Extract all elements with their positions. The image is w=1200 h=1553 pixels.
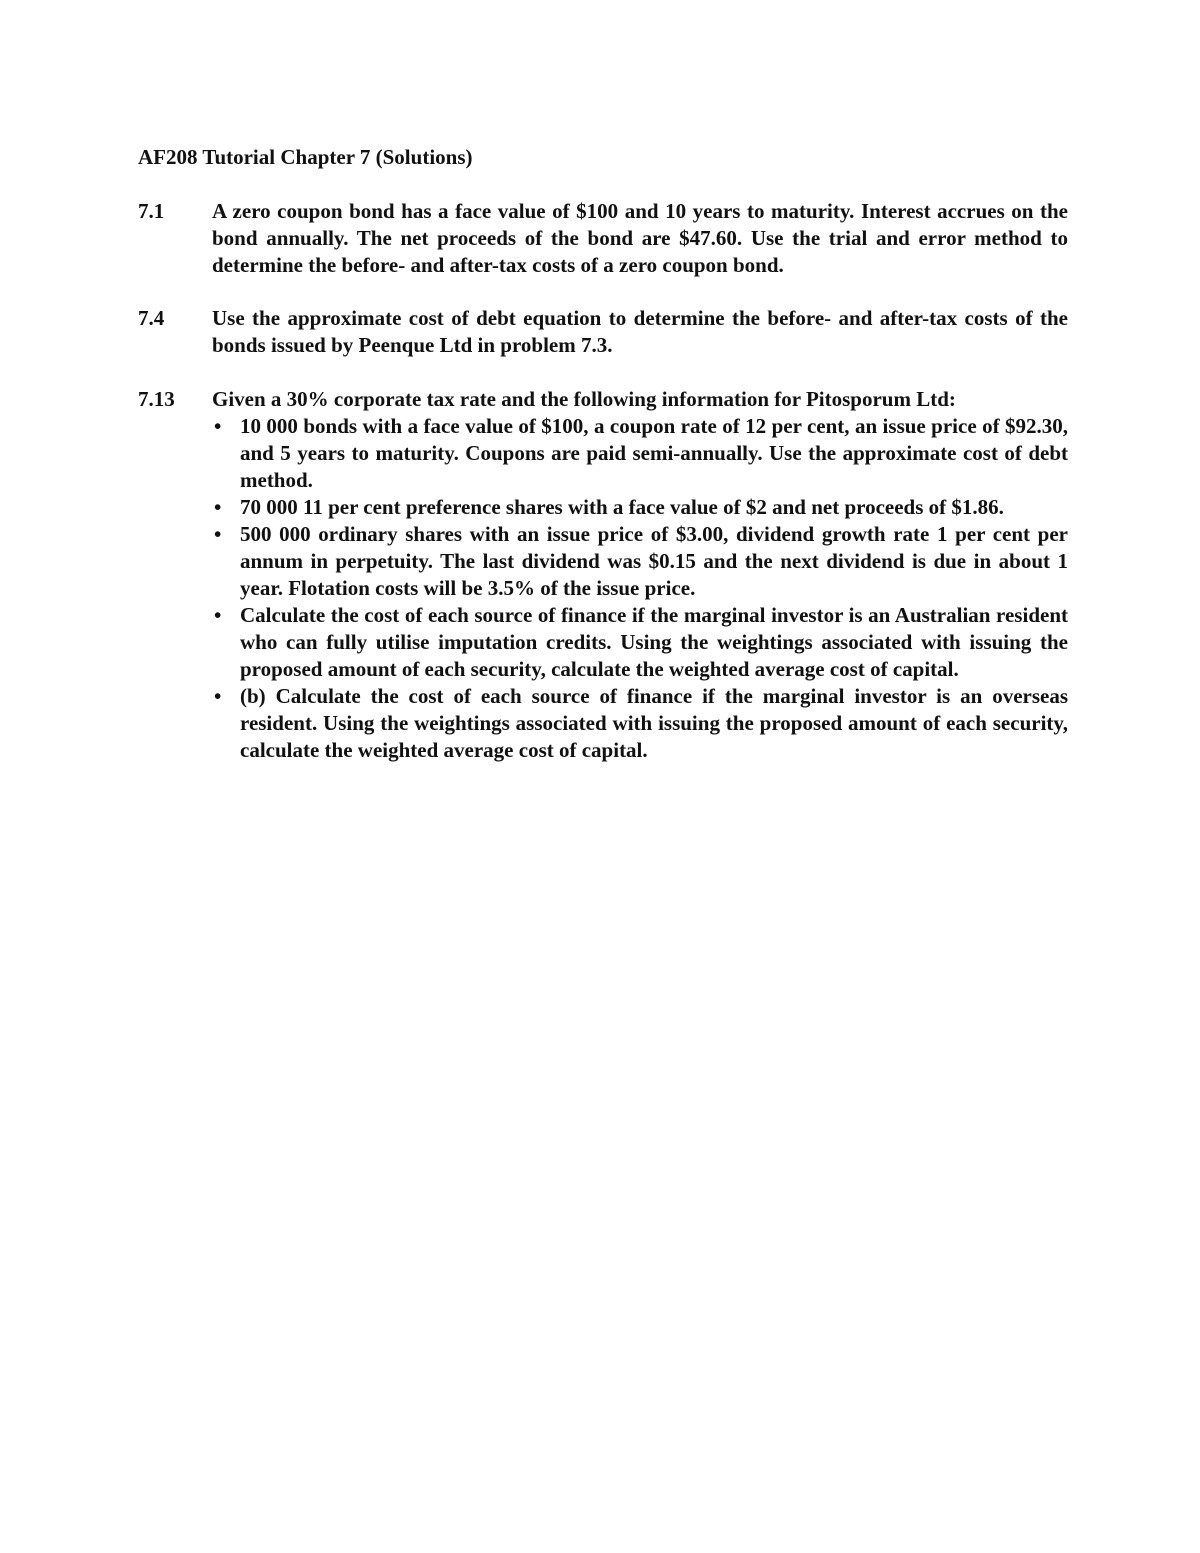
problem-text: A zero coupon bond has a face value of $100 and 10 years to maturity. Interest accrues on the bond annually. The net proceeds of the bond are $47.60. Use the trial and error method to determine the before- and after-tax costs of a zero coupon bond. — [212, 199, 1068, 277]
problem-text: Use the approximate cost of debt equation to determine the before- and after-tax costs of the bonds issued by Peenque Ltd in problem 7.3. — [212, 306, 1068, 357]
problem-7-1 — [138, 198, 1068, 279]
list-item-text: (b) Calculate the cost of each source of finance if the marginal investor is an overseas resident. Using the weightings associated with issuing the proposed amount of each security, calculate the weighted average cost of capital. — [240, 684, 1068, 762]
bullet-icon: • — [214, 603, 222, 627]
document-title: AF208 Tutorial Chapter 7 (Solutions) — [138, 145, 473, 169]
bullet-list — [212, 413, 1068, 764]
problem-7-4 — [138, 305, 1068, 359]
bullet-icon: • — [214, 684, 222, 708]
bullet-icon: • — [214, 495, 222, 519]
list-item-text: Calculate the cost of each source of finance if the marginal investor is an Australian resident who can fully utilise imputation credits. Using the weightings associated with issuing the proposed amount of each security, calculate the weighted average cost of capital. — [240, 603, 1068, 681]
bullet-icon: • — [214, 414, 222, 438]
list-item — [212, 683, 1068, 764]
list-item — [212, 602, 1068, 683]
list-item-text: 10 000 bonds with a face value of $100, a coupon rate of 12 per cent, an issue price of $92.30, and 5 years to maturity. Coupons are paid semi-annually. Use the approximate cost of debt method. — [240, 414, 1068, 492]
list-item — [212, 413, 1068, 494]
list-item — [212, 494, 1068, 521]
bullet-icon: • — [214, 522, 222, 546]
problem-number: 7.13 — [138, 387, 175, 411]
problem-number: 7.4 — [138, 306, 165, 330]
problem-text: Given a 30% corporate tax rate and the following information for Pitosporum Ltd: — [212, 387, 956, 411]
list-item-text: 500 000 ordinary shares with an issue price of $3.00, dividend growth rate 1 per cent per annum in perpetuity. The last dividend was $0.15 and the next dividend is due in about 1 year. Flotation costs will be 3.5% of the issue price. — [240, 522, 1068, 600]
problem-7-13 — [138, 386, 1068, 764]
list-item — [212, 521, 1068, 602]
problem-number: 7.1 — [138, 199, 165, 223]
list-item-text: 70 000 11 per cent preference shares with a face value of $2 and net proceeds of $1.86. — [240, 495, 1004, 519]
